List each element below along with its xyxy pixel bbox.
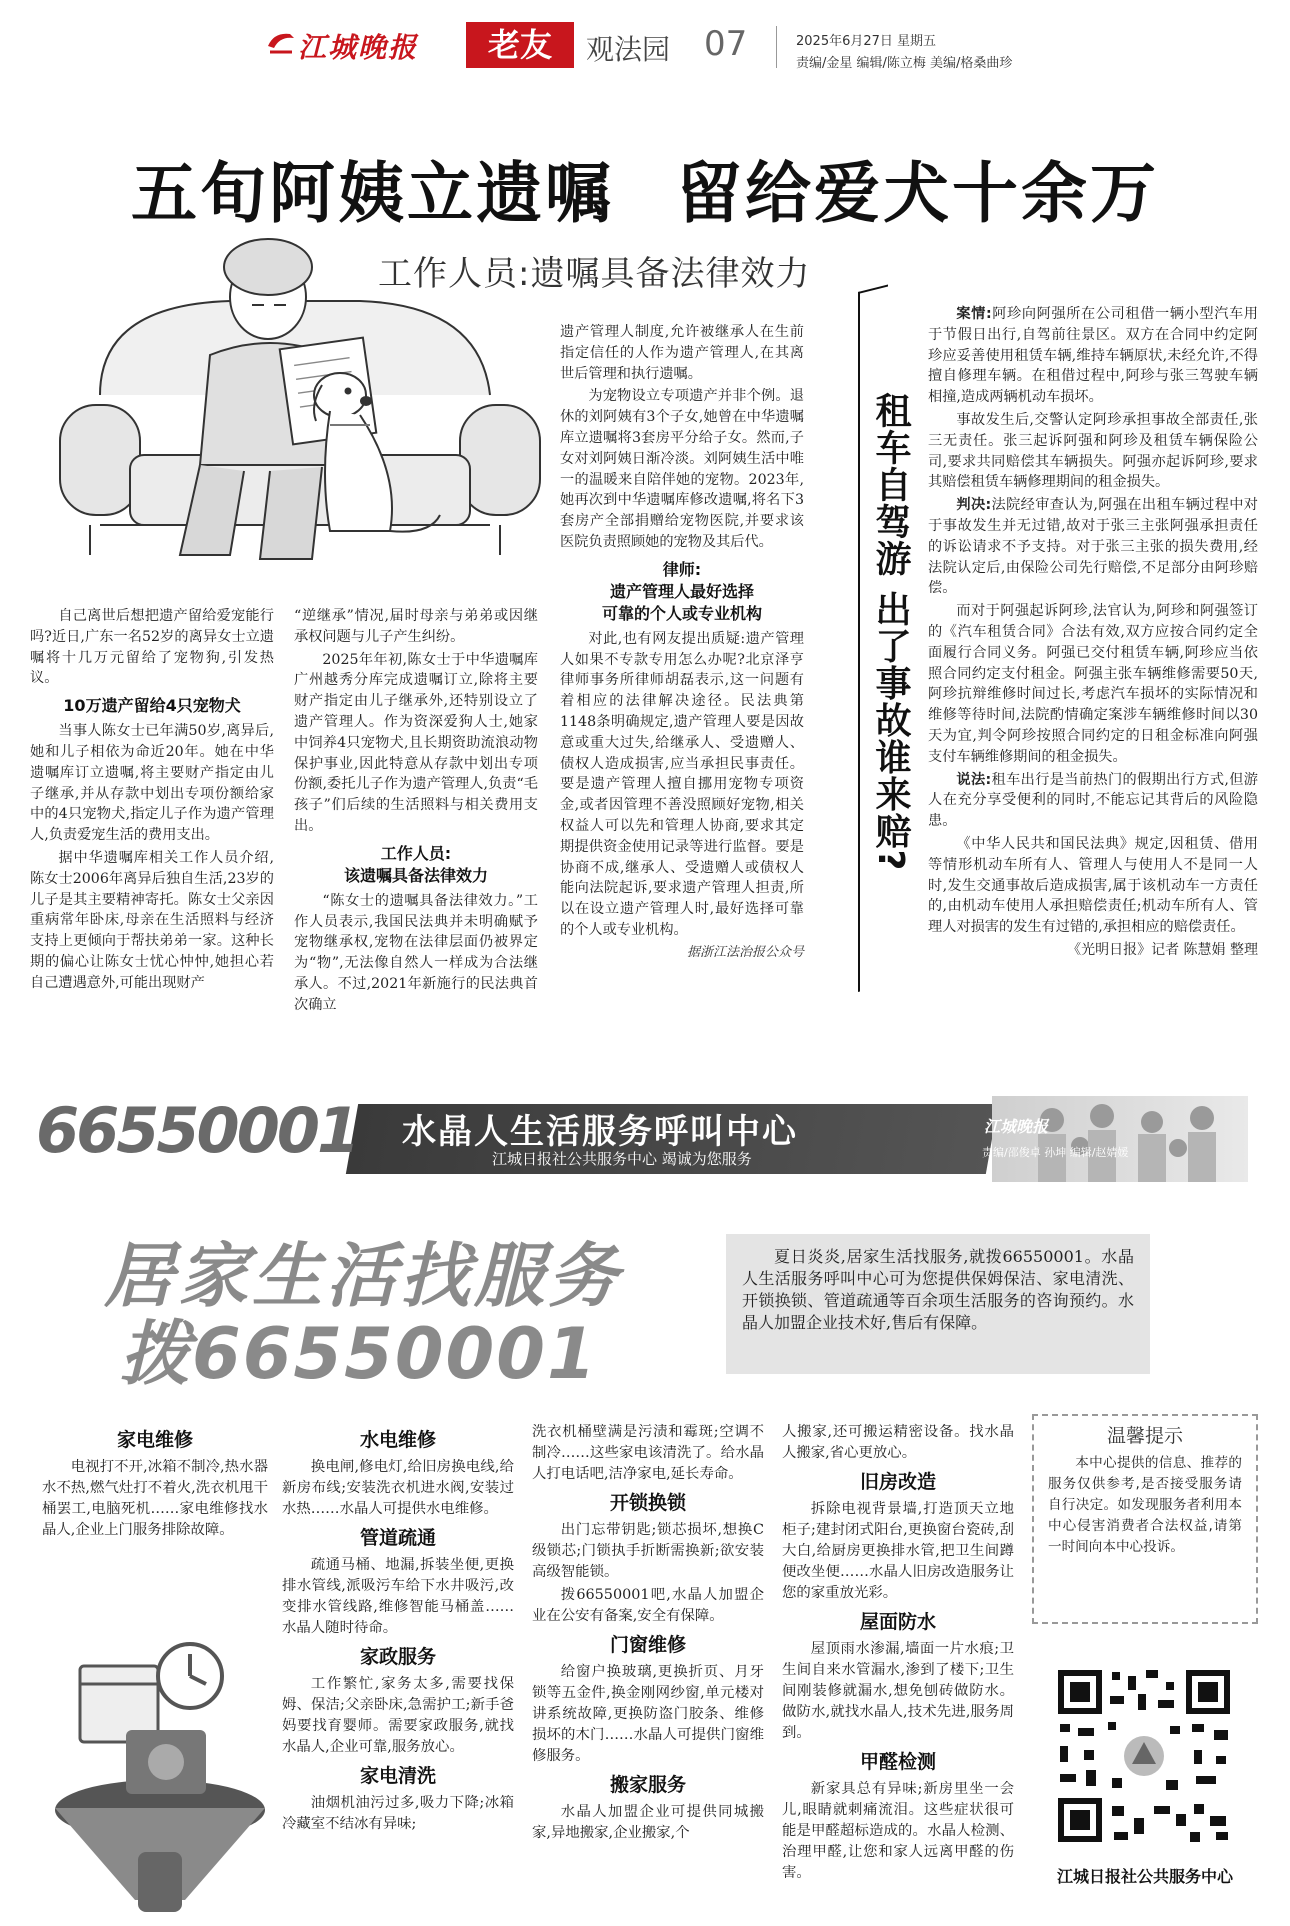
explain-label: 说法: (956, 771, 992, 788)
ad-headline-2: 拨66550001 (120, 1313, 598, 1395)
service-title: 门窗维修 (609, 1634, 686, 1656)
service-text: 出门忘带钥匙;锁芯损坏,想换C级锁芯;门锁执手折断需换新;欲安装高级智能锁。 (532, 1522, 764, 1580)
service-text: 油烟机油污过多,吸力下降;冰箱冷藏室不结冰有异味; (282, 1795, 514, 1832)
service-column-2 (282, 1422, 514, 1837)
section-name: 观法园 (586, 33, 671, 66)
side-paragraph: 事故发生后,交警认定阿珍承担事故全部责任,张三无责任。张三起诉阿强和阿珍及租赁车辆保险公司,要求共同赔偿其车辆损失。阿强亦起诉阿珍,要求其赔偿租赁车辆修理期间的租金损失。 (928, 411, 1258, 491)
article-paragraph: “逆继承”情况,届时母亲与弟弟或因继承权问题与儿子产生纠纷。 (294, 608, 538, 645)
issue-date: 2025年6月27日 星期五 (796, 34, 937, 49)
service-text: 拆除电视背景墙,打造顶天立地柜子;建封闭式阳台,更换窗台瓷砖,刮大白,给厨房更换排水管,把卫生间蹲便改坐便……水晶人旧房改造服务让您的家重放光彩。 (782, 1501, 1014, 1601)
service-title: 开锁换锁 (609, 1492, 686, 1514)
service-text: 水晶人加盟企业可提供同城搬家,异地搬家,企业搬家,个 (532, 1804, 764, 1841)
service-column-3 (532, 1422, 764, 1846)
article-paragraph: 2025年年初,陈女士于中华遗嘱库广州越秀分库完成遗嘱订立,除将主要财产指定由儿子继承外,还特别设立了遗产管理人。作为资深爱狗人士,她家中饲养4只宠物犬,且长期资助流浪动物保护事业,因此特意从存款中划出专项份额,委托儿子作为遗产管理人,负责“毛孩子”们后续的生活照料与相关费用支出。 (294, 651, 538, 834)
service-text: 新家具总有异味;新房里坐一会儿,眼睛就刺痛流泪。这些症状很可能是甲醛超标造成的。水晶人检测、治理甲醛,让您和家人远离甲醛的伤害。 (782, 1781, 1014, 1881)
article-paragraph: 当事人陈女士已年满50岁,离异后,她和儿子相依为命近20年。她在中华遗嘱库订立遗嘱,将主要财产指定由儿子继承,并从存款中划出专项份额给家中的4只宠物犬,指定儿子作为遗产管理人,负责爱宠生活的费用支出。 (30, 723, 274, 844)
side-paragraph: 而对于阿强起诉阿珍,法官认为,阿珍和阿强签订的《汽车租赁合同》合法有效,双方应按合同约定全面履行合同义务。阿强已交付租赁车辆,阿珍应当依照合同约定支付租金。阿强主张车辆维修需要50天,阿珍抗辩维修时间过长,考虑汽车损坏的实际情况和维修等待时间,法院酌情确定案涉车辆维修时间以30天为宜,判令阿珍按照合同约定的日租金标准向阿强支付车辆维修期间的租金损失。 (928, 603, 1258, 765)
paper-name: 江城晚报 (298, 31, 419, 64)
section-brand (466, 22, 574, 68)
side-article-body (928, 304, 1258, 961)
illustration-service-funnel (40, 1580, 270, 1920)
service-title: 家电清洗 (359, 1765, 436, 1787)
tip-text: 本中心提供的信息、推荐的服务仅供参考,是否接受服务请自行决定。如发现服务者利用本中心侵害消费者合法权益,请第一时间向本中心投诉。 (1048, 1455, 1242, 1555)
page-number: 07 (704, 24, 748, 64)
side-paragraph-judgment (928, 495, 1258, 599)
service-title: 水电维修 (359, 1429, 436, 1451)
case-text: 阿珍向阿强所在公司租借一辆小型汽车用于节假日出行,自驾前往景区。双方在合同中约定阿珍应妥善使用租赁车辆,维持车辆原状,未经允许,不得擅自修理车辆。在租借过程中,阿珍与张三驾驶车辆相撞,造成两辆机动车损坏。 (928, 306, 1258, 406)
article-paragraph: 自己离世后想把遗产留给爱宠能行吗?近日,广东一名52岁的离异女士立遗嘱将十几万元留给了宠物狗,引发热议。 (30, 608, 274, 687)
ad-intro-box (726, 1234, 1150, 1374)
side-byline: 《光明日报》记者 陈慧娟 整理 (1067, 941, 1258, 958)
service-banner (30, 1086, 1260, 1186)
article-subheading: 可靠的个人或专业机构 (601, 603, 762, 623)
masthead-divider (776, 26, 777, 68)
section-brand-text: 老友 (487, 26, 552, 64)
illustration-grandma-dog (30, 235, 550, 605)
article-paragraph: 遗产管理人制度,允许被继承人在生前指定信任的人作为遗产管理人,在其离世后管理和执行遗嘱。 (560, 324, 804, 382)
article-subheading: 该遗嘱具备法律效力 (343, 865, 488, 885)
service-text: 屋顶雨水渗漏,墙面一片水痕;卫生间自来水管漏水,渗到了楼下;卫生间刚装修就漏水,想免刨砖做防水。做防水,就找水晶人,技术先进,服务周到。 (782, 1641, 1014, 1741)
service-title: 搬家服务 (609, 1774, 686, 1796)
explain-text: 租车出行是当前热门的假期出行方式,但游人在充分享受便利的同时,不能忘记其背后的风险隐患。 (928, 771, 1258, 830)
qr-caption: 江城日报社公共服务中心 (1056, 1867, 1233, 1886)
banner-credits: 责编/邵俊卓 孙坤 编辑/赵婧媛 (982, 1146, 1129, 1159)
banner-logo: 江城晚报 (984, 1117, 1049, 1136)
article-subheading: 遗产管理人最好选择 (609, 581, 754, 601)
article-subheading: 10万遗产留给4只宠物犬 (63, 696, 241, 716)
ad-headline-1: 居家生活找服务 (104, 1235, 622, 1317)
tip-box (1032, 1414, 1258, 1624)
qr-code[interactable] (1054, 1666, 1234, 1846)
service-text: 疏通马桶、地漏,拆装坐便,更换排水管线,派吸污车给下水井吸污,改变排水管线路,维修智能马桶盖……水晶人随时待命。 (282, 1557, 514, 1636)
paper-logo-icon (266, 30, 296, 56)
mobile-icon (138, 1852, 182, 1912)
service-title: 家电维修 (116, 1429, 193, 1451)
service-text: 人搬家,还可搬运精密设备。找水晶人搬家,省心更放心。 (782, 1424, 1014, 1461)
article-subheading: 律师: (662, 559, 702, 579)
article-source: 据浙江法治报公众号 (686, 944, 804, 960)
service-title: 管道疏通 (359, 1527, 436, 1549)
masthead (0, 0, 1290, 76)
headline: 五旬阿姨立遗嘱 留给爱犬十余万 (131, 155, 1159, 232)
article-column-1 (30, 606, 274, 996)
article-column-3 (560, 322, 804, 964)
service-text: 给窗户换玻璃,更换折页、月牙锁等五金件,换金刚网纱窗,单元楼对讲系统故障,更换防盗门胶条、维修损坏的木门……水晶人可提供门窗维修服务。 (532, 1664, 764, 1764)
service-title: 旧房改造 (859, 1471, 936, 1493)
service-text: 拨66550001吧,水晶人加盟企业在公安有备案,安全有保障。 (532, 1587, 764, 1624)
article-column-2 (294, 606, 538, 1018)
article-subheading: 工作人员: (380, 843, 452, 863)
ad-intro-text: 夏日炎炎,居家生活找服务,就拨66550001。水晶人生活服务呼叫中心可为您提供保姆保洁、家电清洗、开锁换锁、管道疏通等百余项生活服务的咨询预约。水晶人加盟企业技术好,售后有保障。 (742, 1247, 1134, 1332)
article-paragraph: 为宠物设立专项遗产并非个例。退休的刘阿姨有3个子女,她曾在中华遗嘱库立遗嘱将3套房平分给子女。然而,子女对刘阿姨日渐冷淡。刘阿姨生活中唯一的温暖来自陪伴她的宠物。2023年,她再次到中华遗嘱库修改遗嘱,将名下3套房产全部捐赠给宠物医院,并要求该医院负责照顾她的宠物及其后代。 (560, 388, 804, 550)
judgment-text: 法院经审查认为,阿强在出租车辆过程中对于事故发生并无过错,故对于张三主张阿强承担责任的诉讼请求不予支持。对于张三主张的损失费用,经法院认定后,由保险公司先行赔偿,不足部分由阿珍赔偿。 (928, 497, 1258, 597)
service-title: 屋面防水 (859, 1611, 936, 1633)
service-title: 家政服务 (359, 1646, 436, 1668)
judgment-label: 判决: (956, 497, 992, 514)
side-paragraph-explain (928, 770, 1258, 832)
side-paragraph-case (928, 304, 1258, 408)
service-column-1 (42, 1422, 268, 1543)
article-paragraph: 据中华遗嘱库相关工作人员介绍,陈女士2006年离异后独自生活,23岁的儿子是其主要精神寄托。陈女士父亲因重病常年卧床,母亲在生活照料与经济支持上更倾向于帮扶弟弟一家。这种长期的偏心让陈女士忧心忡忡,她担心若自己遭遇意外,可能出现财产 (30, 849, 274, 991)
banner-subtitle: 江城日报社公共服务中心 竭诚为您服务 (492, 1150, 752, 1168)
banner-number: 66550001 (36, 1094, 358, 1167)
side-article-title: 租车自驾游 出了事故谁来赔? (870, 392, 911, 872)
service-text: 工作繁忙,家务太多,需要找保姆、保洁;父亲卧床,急需护工;新手爸妈要找育婴师。需要家政服务,就找水晶人,企业可靠,服务放心。 (282, 1676, 514, 1755)
service-text: 洗衣机桶壁满是污渍和霉斑;空调不制冷……这些家电该清洗了。给水晶人打电话吧,洁净家电,延长寿命。 (532, 1424, 764, 1482)
banner-photo (992, 1096, 1248, 1182)
service-column-4 (782, 1422, 1014, 1886)
side-paragraph: 《中华人民共和国民法典》规定,因租赁、借用等情形机动车所有人、管理人与使用人不是同一人时,发生交通事故后造成损害,属于该机动车一方责任的,由机动车使用人承担赔偿责任;机动车所有人、管理人对损害的发生有过错的,承担相应的赔偿责任。 (928, 835, 1258, 936)
service-title: 甲醛检测 (859, 1751, 936, 1773)
case-label: 案情: (956, 306, 992, 322)
page-credits: 责编/金星 编辑/陈立梅 美编/格桑曲珍 (796, 56, 1013, 71)
subheadline: 工作人员:遗嘱具备法律效力 (378, 254, 811, 294)
tip-title: 温馨提示 (1106, 1425, 1183, 1447)
article-paragraph: 对此,也有网友提出质疑:遗产管理人如果不专款专用怎么办呢?北京泽亨律师事务所律师胡磊表示,这一问题有着相应的法律解决途径。民法典第1148条明确规定,遗产管理人要是因故意或重大过失,给继承人、受遗赠人、债权人造成损害,应当承担民事责任。要是遗产管理人擅自挪用宠物专项资金,或者因管理不善没照顾好宠物,相关权益人可以先和管理人协商,要求其定期提供资金使用记录等进行监督。要是协商不成,继承人、受遗赠人或债权人能向法院起诉,要求遗产管理人担责,所以在设立遗产管理人时,最好选择可靠的个人或专业机构。 (560, 630, 804, 938)
banner-title: 水晶人生活服务呼叫中心 (402, 1112, 798, 1152)
family-photo-icon (992, 1096, 1248, 1182)
service-text: 换电闸,修电灯,给旧房换电线,给新房布线;安装洗衣机进水阀,安装过水热……水晶人可提供水电维修。 (282, 1459, 514, 1517)
article-paragraph: “陈女士的遗嘱具备法律效力。”工作人员表示,我国民法典并未明确赋予宠物继承权,宠物在法律层面仍被界定为“物”,无法像自然人一样成为合法继承人。不过,2021年新施行的民法典首次确立 (294, 892, 538, 1013)
service-text: 电视打不开,冰箱不制冷,热水器水不热,燃气灶打不着火,洗衣机甩干桶罢工,电脑死机……家电维修找水晶人,企业上门服务排除故障。 (42, 1459, 268, 1538)
